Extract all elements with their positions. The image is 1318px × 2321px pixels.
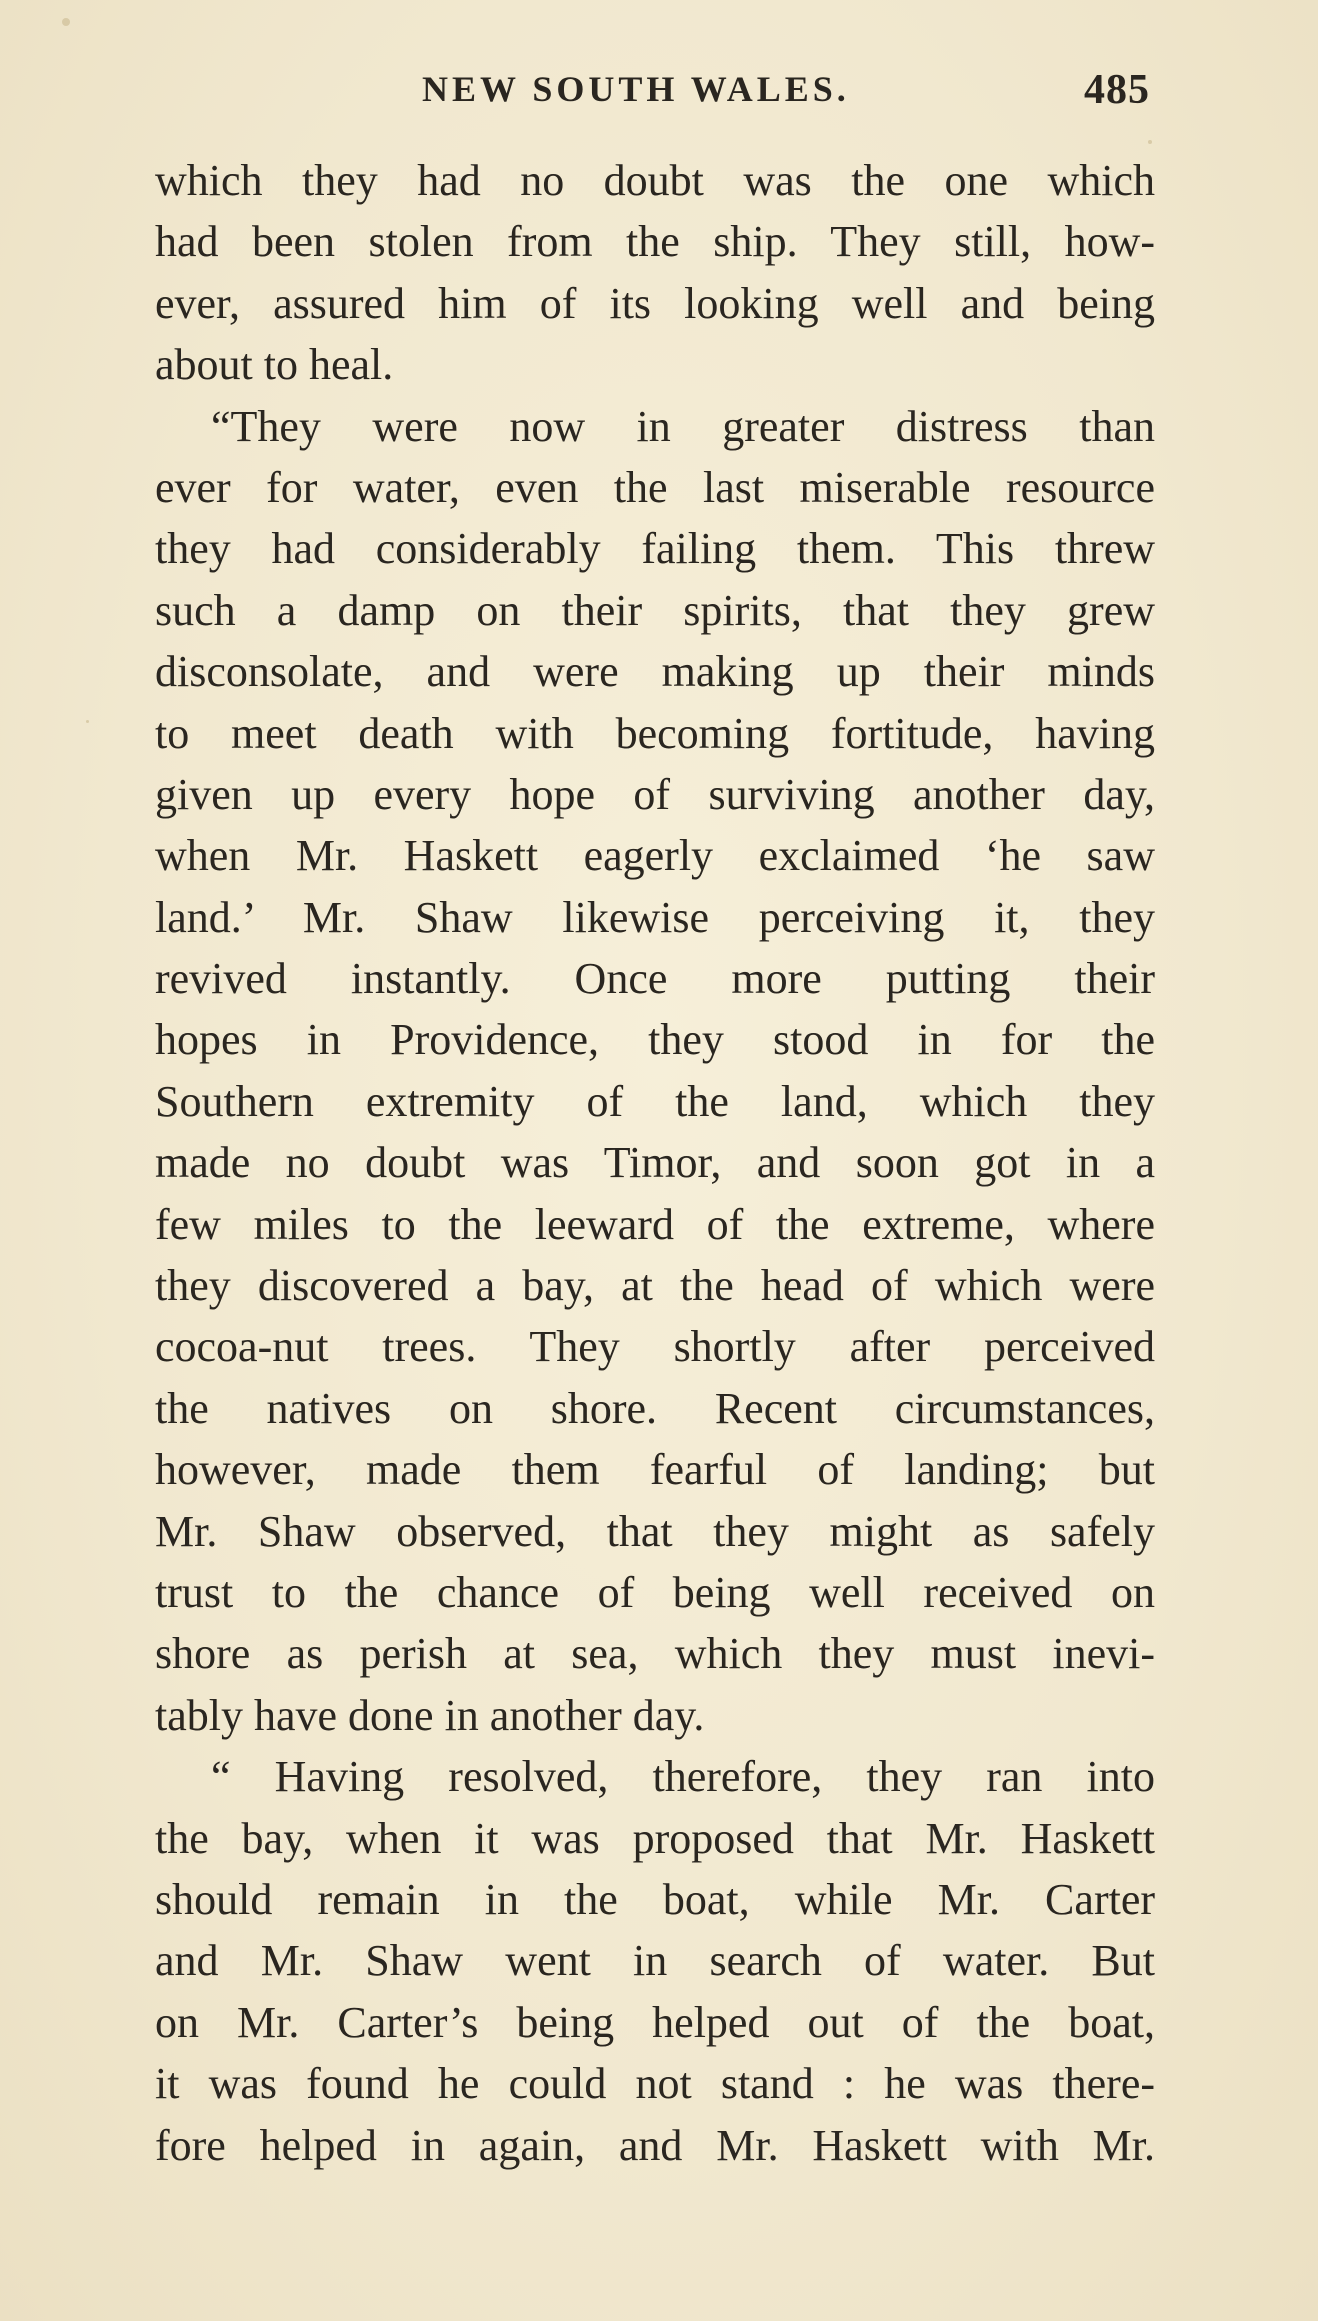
text-line: however, made them fearful of landing; but bbox=[155, 1445, 1155, 1495]
text-line: shore as perish at sea, which they must inevi- bbox=[155, 1629, 1155, 1679]
text-line: the bay, when it was proposed that Mr. Haskett bbox=[155, 1813, 1155, 1863]
text-line: it was found he could not stand : he was there- bbox=[155, 2059, 1155, 2109]
text-line: and Mr. Shaw went in search of water. But bbox=[155, 1936, 1155, 1986]
text-line: tably have done in another day. bbox=[155, 1690, 705, 1740]
text-line: disconsolate, and were making up their minds bbox=[155, 647, 1155, 697]
paper-speck bbox=[86, 720, 89, 723]
body-text bbox=[155, 150, 1155, 2176]
text-line: on Mr. Carter’s being helped out of the boat, bbox=[155, 1997, 1155, 2047]
text-line: such a damp on their spirits, that they grew bbox=[155, 585, 1155, 635]
text-line: hopes in Providence, they stood in for the bbox=[155, 1015, 1155, 1065]
text-line: to meet death with becoming fortitude, having bbox=[155, 708, 1155, 758]
text-line: cocoa-nut trees. They shortly after perceived bbox=[155, 1322, 1155, 1372]
text-line: “They were now in greater distress than bbox=[211, 401, 1155, 451]
text-line: trust to the chance of being well received on bbox=[155, 1567, 1155, 1617]
text-line: land.’ Mr. Shaw likewise perceiving it, they bbox=[155, 892, 1155, 942]
text-line: given up every hope of surviving another day, bbox=[155, 769, 1155, 819]
text-line: “ Having resolved, therefore, they ran into bbox=[211, 1752, 1155, 1802]
text-line: when Mr. Haskett eagerly exclaimed ‘he saw bbox=[155, 831, 1155, 881]
text-line: ever, assured him of its looking well and being bbox=[155, 278, 1155, 328]
text-line: they discovered a bay, at the head of which were bbox=[155, 1261, 1155, 1311]
text-line: they had considerably failing them. This threw bbox=[155, 524, 1155, 574]
paper-speck bbox=[62, 18, 70, 26]
text-line: Southern extremity of the land, which they bbox=[155, 1076, 1155, 1126]
running-head bbox=[150, 68, 1150, 128]
paper-speck bbox=[1148, 140, 1152, 144]
text-line: had been stolen from the ship. They still, how- bbox=[155, 217, 1155, 267]
text-line: about to heal. bbox=[155, 340, 394, 390]
text-line: few miles to the leeward of the extreme, where bbox=[155, 1199, 1155, 1249]
text-line: fore helped in again, and Mr. Haskett with Mr. bbox=[155, 2120, 1155, 2170]
text-line: should remain in the boat, while Mr. Carter bbox=[155, 1874, 1155, 1924]
text-line: which they had no doubt was the one which bbox=[155, 156, 1155, 205]
page-number: 485 bbox=[1084, 67, 1150, 113]
running-head-title: NEW SOUTH WALES. bbox=[422, 69, 850, 109]
text-line: Mr. Shaw observed, that they might as safely bbox=[155, 1506, 1155, 1556]
text-line: the natives on shore. Recent circumstances, bbox=[155, 1383, 1155, 1433]
text-line: revived instantly. Once more putting their bbox=[155, 954, 1155, 1004]
text-line: made no doubt was Timor, and soon got in a bbox=[155, 1138, 1155, 1188]
text-line: ever for water, even the last miserable resource bbox=[155, 462, 1155, 512]
